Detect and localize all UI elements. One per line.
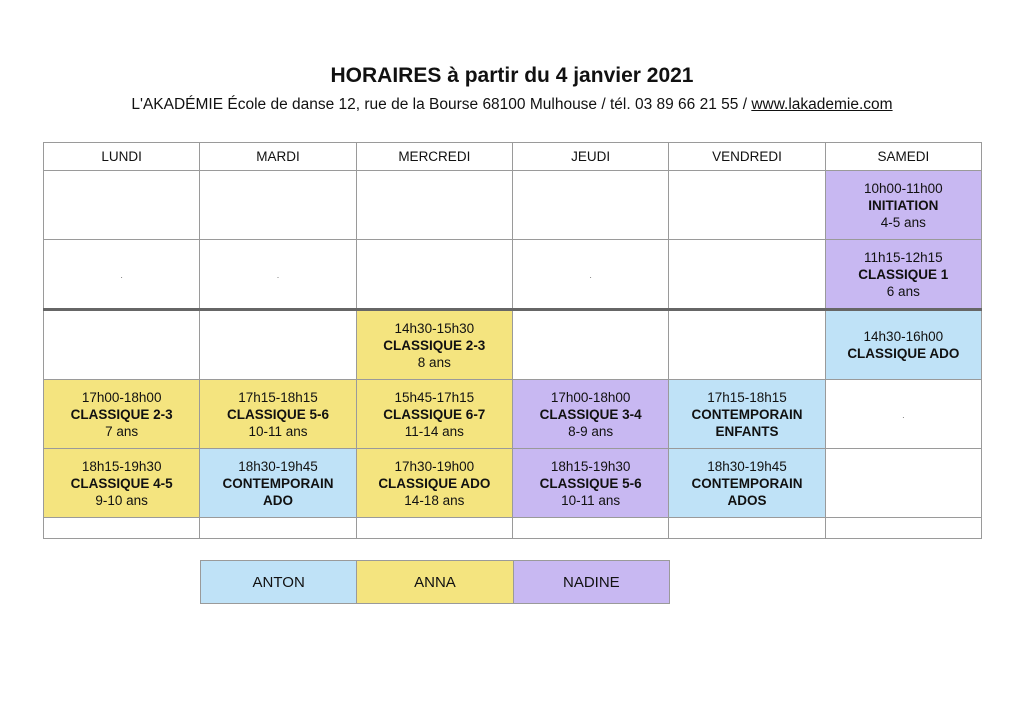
class-name-line2: ENFANTS xyxy=(715,423,779,439)
placeholder-dot: . xyxy=(902,409,905,420)
class-cell-mardi-classique56 xyxy=(200,380,356,449)
class-name: CLASSIQUE 4-5 xyxy=(70,475,173,491)
empty-cell xyxy=(512,518,668,539)
empty-cell xyxy=(825,380,981,449)
empty-cell xyxy=(669,240,825,310)
class-age: 4-5 ans xyxy=(880,214,926,230)
class-name: CONTEMPORAIN xyxy=(691,406,803,422)
class-age: 10-11 ans xyxy=(248,423,308,439)
class-time: 18h30-19h45 xyxy=(238,458,318,474)
class-age: 11-14 ans xyxy=(404,423,464,439)
schedule-table xyxy=(43,142,982,539)
class-cell-jeudi-classique34 xyxy=(512,380,668,449)
website-link[interactable]: www.lakademie.com xyxy=(751,96,893,113)
legend-anna: ANNA xyxy=(357,561,513,604)
day-header-mardi: MARDI xyxy=(200,143,356,171)
empty-cell xyxy=(669,310,825,380)
placeholder-dot: . xyxy=(120,269,123,280)
empty-cell xyxy=(44,310,200,380)
school-address: L'AKADÉMIE École de danse 12, rue de la Bourse 68100 Mulhouse / tél. 03 89 66 21 55 / xyxy=(131,96,752,113)
class-time: 14h30-16h00 xyxy=(863,329,944,344)
empty-cell xyxy=(44,171,200,240)
class-name: CLASSIQUE 2-3 xyxy=(383,337,486,353)
class-time: 18h15-19h30 xyxy=(81,458,162,474)
table-row xyxy=(44,449,982,518)
day-header-jeudi: JEUDI xyxy=(512,143,668,171)
class-time: 17h00-18h00 xyxy=(550,389,631,405)
class-name: CLASSIQUE 1 xyxy=(858,266,949,282)
class-age: 9-10 ans xyxy=(95,492,148,508)
class-time: 17h00-18h00 xyxy=(81,389,162,405)
class-age: 14-18 ans xyxy=(404,492,465,508)
empty-cell xyxy=(200,240,356,310)
class-cell-vendredi-contemporain-enfants xyxy=(669,380,825,449)
table-row xyxy=(44,380,982,449)
empty-cell xyxy=(512,171,668,240)
class-name: CLASSIQUE 5-6 xyxy=(539,475,642,491)
empty-cell xyxy=(825,449,981,518)
class-name: CLASSIQUE 3-4 xyxy=(539,406,642,422)
class-age: 8-9 ans xyxy=(568,423,614,439)
table-row xyxy=(44,240,982,310)
class-name: CLASSIQUE ADO xyxy=(847,346,960,361)
empty-cell xyxy=(825,518,981,539)
class-time: 10h00-11h00 xyxy=(864,180,943,196)
empty-cell xyxy=(669,518,825,539)
class-cell-samedi-initiation xyxy=(825,171,981,240)
class-time: 17h15-18h15 xyxy=(238,389,318,405)
class-age: 6 ans xyxy=(886,283,920,299)
class-name: CLASSIQUE 6-7 xyxy=(383,406,486,422)
placeholder-dot: . xyxy=(276,269,280,280)
class-cell-lundi-classique45 xyxy=(44,449,200,518)
empty-cell xyxy=(200,518,356,539)
empty-cell xyxy=(44,240,200,310)
class-name: CONTEMPORAIN xyxy=(691,475,803,491)
school-info xyxy=(0,96,1024,114)
class-age: 7 ans xyxy=(105,423,139,439)
class-time: 18h30-19h45 xyxy=(707,458,787,474)
class-time: 17h30-19h00 xyxy=(394,458,475,474)
empty-cell xyxy=(356,518,512,539)
class-time: 17h15-18h15 xyxy=(707,389,787,405)
class-time: 11h15-12h15 xyxy=(864,249,943,265)
legend-anton: ANTON xyxy=(201,561,357,604)
empty-cell xyxy=(44,518,200,539)
empty-cell xyxy=(512,310,668,380)
page-title: HORAIRES à partir du 4 janvier 2021 xyxy=(330,64,694,87)
class-time: 18h15-19h30 xyxy=(550,458,631,474)
class-name-line2: ADO xyxy=(262,492,293,508)
day-header-samedi: SAMEDI xyxy=(825,143,981,171)
table-row xyxy=(44,518,982,539)
class-cell-lundi-classique23 xyxy=(44,380,200,449)
class-cell-mercredi-classique23 xyxy=(356,310,512,380)
class-name: INITIATION xyxy=(868,197,939,213)
class-cell-mercredi-classique-ado xyxy=(356,449,512,518)
table-row xyxy=(44,310,982,380)
day-header-lundi: LUNDI xyxy=(44,143,200,171)
class-cell-samedi-classique-ado xyxy=(825,310,981,380)
class-name: CLASSIQUE ADO xyxy=(378,475,491,491)
class-cell-vendredi-contemporain-ados xyxy=(669,449,825,518)
legend-nadine: NADINE xyxy=(513,561,669,604)
class-name: CLASSIQUE 2-3 xyxy=(70,406,173,422)
teacher-legend xyxy=(200,560,670,604)
class-name-line2: ADOS xyxy=(727,492,767,508)
day-header-vendredi: VENDREDI xyxy=(669,143,825,171)
table-row xyxy=(44,171,982,240)
empty-cell xyxy=(356,171,512,240)
class-time: 15h45-17h15 xyxy=(394,389,475,405)
empty-cell xyxy=(512,240,668,310)
class-cell-mardi-contemporain-ado xyxy=(200,449,356,518)
class-cell-jeudi-classique56 xyxy=(512,449,668,518)
empty-cell xyxy=(200,171,356,240)
class-cell-mercredi-classique67 xyxy=(356,380,512,449)
day-header-row xyxy=(44,143,982,171)
class-time: 14h30-15h30 xyxy=(394,320,475,336)
class-name: CLASSIQUE 5-6 xyxy=(226,406,329,422)
empty-cell xyxy=(669,171,825,240)
placeholder-dot: . xyxy=(589,269,592,280)
day-header-mercredi: MERCREDI xyxy=(356,143,512,171)
class-name: CONTEMPORAIN xyxy=(222,475,334,491)
class-cell-samedi-classique1 xyxy=(825,240,981,310)
empty-cell xyxy=(356,240,512,310)
class-age: 10-11 ans xyxy=(561,492,621,508)
empty-cell xyxy=(200,310,356,380)
class-age: 8 ans xyxy=(417,354,451,370)
